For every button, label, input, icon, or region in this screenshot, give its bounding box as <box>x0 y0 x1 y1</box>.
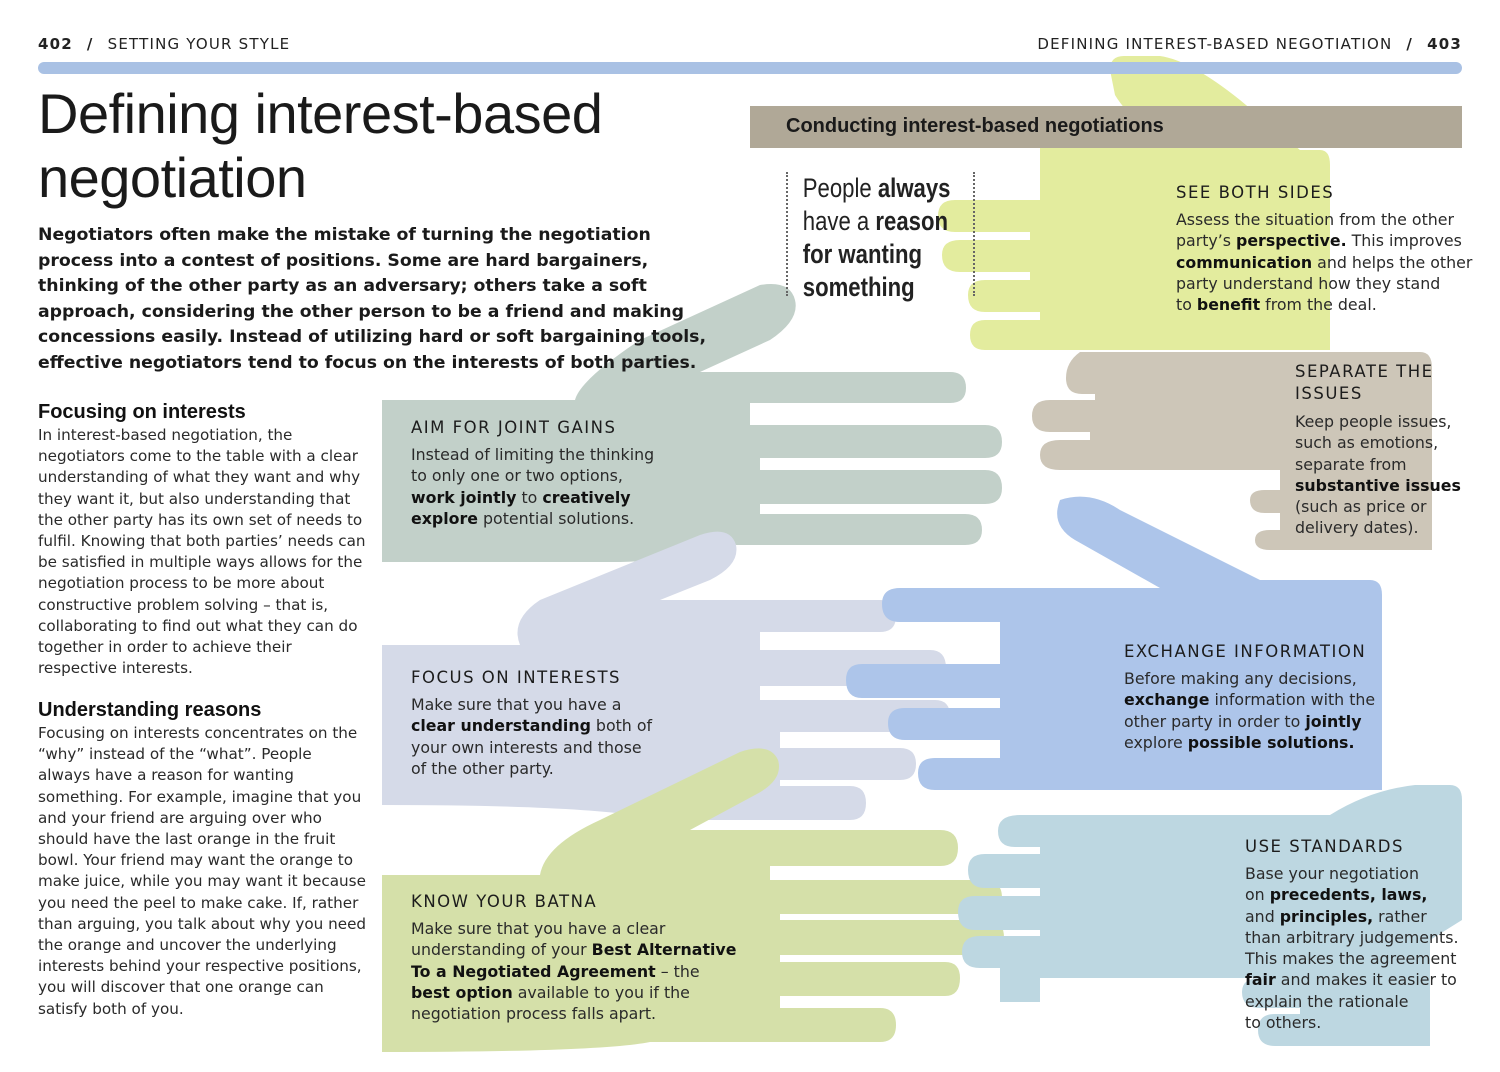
card-use-standards <box>1245 837 1458 1033</box>
right-section-title: DEFINING INTEREST-BASED NEGOTIATION <box>1037 35 1393 53</box>
page-title-line2: negotiation <box>38 146 307 209</box>
header-rule <box>38 62 1462 74</box>
card-batna <box>411 892 736 1024</box>
banner <box>750 106 1462 148</box>
banner-title: Conducting interest-based negotiations <box>786 115 1164 137</box>
section-body-reasons: Focusing on interests concentrates on the “why” instead of the “what”. People always have a reason for wanting something. For example, imagine that you and your friend are arguing over who should have the last orange in the fruit bowl. Your friend may want the orange to make juice, while you may want it because you need the peel to make cake. If, rather than arguing, you talk about why you need the orange and uncover the underlying interests behind your respective positions, you will discover that one orange can satisfy both of you. <box>38 724 367 1018</box>
section-heading-focusing: Focusing on interests <box>38 401 246 423</box>
header-separator: / <box>1406 35 1414 53</box>
card-joint-gains <box>411 418 654 529</box>
page-title <box>38 82 718 210</box>
header-left <box>38 35 290 53</box>
quote-text-bold: reason <box>875 206 949 236</box>
quote-text-bold: something <box>802 272 915 302</box>
quote-text-bold: always <box>877 173 951 203</box>
card-heading: AIM FOR JOINT GAINS <box>411 418 617 437</box>
card-text: Base your negotiation on precedents, laws, and principles, rather than arbitrary judgements. This makes the agreement fair and makes it easier to explain the rationale to others. <box>1245 864 1459 1033</box>
card-see-both-sides <box>1176 183 1472 315</box>
header-separator: / <box>86 35 94 53</box>
card-focus-interests <box>411 668 652 779</box>
card-text: Keep people issues, such as emotions, separate from substantive issues (such as price or delivery dates). <box>1295 412 1461 538</box>
card-text: Assess the situation from the other party’s perspective. This improves communication and helps the other party understand how they stand to benefit from the deal. <box>1176 210 1473 315</box>
right-page-number: 403 <box>1427 35 1462 53</box>
card-heading: SEPARATE THE ISSUES <box>1295 362 1434 403</box>
card-heading: USE STANDARDS <box>1245 837 1404 856</box>
card-heading: SEE BOTH SIDES <box>1176 183 1335 202</box>
page-title-line1: Defining interest-based <box>38 82 603 145</box>
card-text: Make sure that you have a clear understanding both of your own interests and those of the other party. <box>411 695 653 778</box>
left-section-title: SETTING YOUR STYLE <box>107 35 291 53</box>
card-exchange-information <box>1124 642 1375 753</box>
quote-text: have a <box>802 206 876 236</box>
pull-quote <box>786 172 975 302</box>
card-text: Make sure that you have a clear understanding of your Best Alternative To a Negotiated Agreement – the best option available to you if the negotiation process falls apart. <box>411 919 737 1024</box>
card-heading: FOCUS ON INTERESTS <box>411 668 621 687</box>
header-right <box>1037 35 1462 53</box>
quote-text-bold: for wanting <box>802 239 923 269</box>
section-heading-reasons: Understanding reasons <box>38 699 262 721</box>
intro-paragraph: Negotiators often make the mistake of turning the negotiation process into a contest of positions. Some are hard bargainers, thinking of the other party as an adversary; others take a soft approach, considering the other person to be a friend and making concessions easily. Instead of utilizing hard or soft bargaining tools, effective negotiators tend to focus on the interests of both parties. <box>38 225 707 373</box>
card-text: Before making any decisions, exchange information with the other party in order to jointly explore possible solutions. <box>1124 669 1376 752</box>
card-heading: EXCHANGE INFORMATION <box>1124 642 1367 661</box>
card-heading: KNOW YOUR BATNA <box>411 892 598 911</box>
section-body-focusing: In interest-based negotiation, the negotiators come to the table with a clear understanding of what they want and why they want it, but also understanding that the other party has its own set of needs to fulfil. Knowing that both parties’ needs can be satisfied in multiple ways allows for the negotiation process to be more about constructive problem solving – that is, collaborating to find out what they can do together in order to achieve their respective interests. <box>38 426 366 678</box>
card-separate-issues <box>1295 361 1461 539</box>
left-page-number: 402 <box>38 35 73 53</box>
card-text: Instead of limiting the thinking to only one or two options, work jointly to creatively explore potential solutions. <box>411 445 655 528</box>
quote-text: People <box>802 173 878 203</box>
